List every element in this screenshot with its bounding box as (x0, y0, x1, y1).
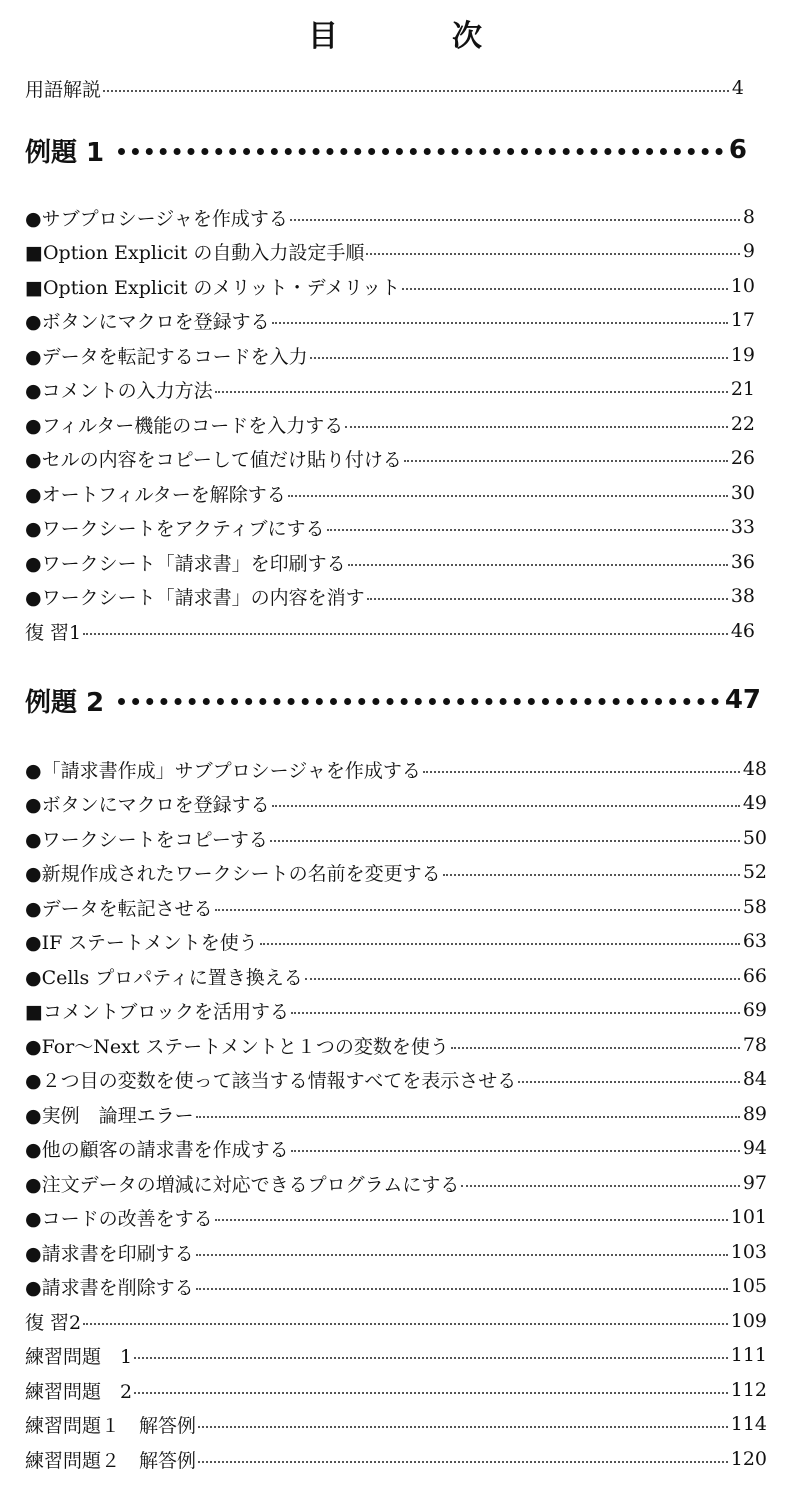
toc-entry[interactable] (25, 823, 767, 853)
toc-entry[interactable] (25, 857, 767, 887)
toc-entry-page: 52 (742, 861, 767, 883)
toc-entry[interactable] (25, 443, 755, 473)
toc-entry[interactable] (25, 478, 755, 508)
dot-leader (272, 805, 740, 807)
toc-entry-page: 49 (742, 792, 767, 814)
dot-leader (215, 391, 728, 393)
dot-leader (366, 253, 739, 255)
toc-entry-label: ●請求書を削除する (25, 1276, 194, 1299)
dot-leader (83, 633, 728, 635)
toc-entry-label: ●注文データの増減に対応できるプログラムにする (25, 1173, 460, 1196)
toc-entry-page: 19 (730, 344, 755, 366)
toc-entry-page: 120 (730, 1448, 767, 1470)
dot-leader (518, 1081, 740, 1083)
dot-leader (461, 1185, 739, 1187)
toc-entry[interactable] (25, 926, 767, 956)
toc-entry[interactable] (25, 581, 755, 611)
toc-entry[interactable] (25, 1271, 767, 1301)
toc-entry-label: ●他の顧客の請求書を作成する (25, 1138, 289, 1161)
toc-entry[interactable] (25, 1306, 767, 1336)
section-heading-1[interactable] (25, 130, 747, 170)
dot-leader (215, 909, 740, 911)
dot-leader (196, 1288, 728, 1290)
toc-entry-label: ●ワークシートをコピーする (25, 828, 268, 851)
toc-entry-label: ●データを転記するコードを入力 (25, 345, 308, 368)
toc-entry[interactable] (25, 1444, 767, 1474)
toc-entry-label: 練習問題２ 解答例 (25, 1449, 197, 1472)
toc-entry-label: ●新規作成されたワークシートの名前を変更する (25, 862, 441, 885)
toc-entry-label: 練習問題 1 (25, 1345, 133, 1368)
toc-entry-page: 36 (730, 551, 755, 573)
toc-entry-label: ●ワークシート「請求書」の内容を消す (25, 586, 365, 609)
toc-entry[interactable] (25, 409, 755, 439)
toc-entry-page: 84 (742, 1068, 767, 1090)
toc-entry[interactable] (25, 788, 767, 818)
dot-leader (134, 1357, 728, 1359)
toc-entry-label: ●ボタンにマクロを登録する (25, 793, 270, 816)
dot-leader (83, 1323, 728, 1325)
toc-entry-label: ●コードの改善をする (25, 1207, 213, 1230)
toc-entry[interactable] (25, 236, 755, 266)
toc-entry[interactable] (25, 1168, 767, 1198)
toc-entry[interactable] (25, 374, 755, 404)
section-heading-page: 6 (728, 135, 747, 165)
section-heading-label: 例題 2 (25, 687, 105, 718)
toc-entry-page: 22 (730, 413, 755, 435)
dot-leader (310, 357, 728, 359)
toc-entry-label: ●サブプロシージャを作成する (25, 207, 288, 230)
toc-entry-label: 練習問題１ 解答例 (25, 1414, 197, 1437)
toc-entry-page: 50 (742, 827, 767, 849)
toc-entry-label: 復 習1 (25, 621, 82, 644)
toc-entry-label: ●ワークシートをアクティブにする (25, 517, 325, 540)
toc-entry-label: ●フィルター機能のコードを入力する (25, 414, 344, 437)
toc-entry-label: ●For～Next ステートメントと１つの変数を使う (25, 1035, 449, 1058)
toc-entry-page: 17 (730, 309, 755, 331)
toc-entry-label: ●請求書を印刷する (25, 1242, 194, 1265)
toc-entry[interactable] (25, 271, 755, 301)
dot-leader (288, 495, 728, 497)
toc-entry-page: 101 (730, 1206, 767, 1228)
toc-entry[interactable] (25, 1202, 767, 1232)
toc-entry-label: ●コメントの入力方法 (25, 379, 213, 402)
toc-entry-label: ●オートフィルターを解除する (25, 483, 286, 506)
dot-leader (443, 874, 740, 876)
toc-entry-page: 69 (742, 999, 767, 1021)
dot-leader (196, 1254, 728, 1256)
toc-entry-label: ●Cells プロパティに置き換える (25, 966, 303, 989)
dot-leader (291, 1012, 740, 1014)
dot-leader (305, 978, 740, 980)
toc-entry[interactable] (25, 995, 767, 1025)
toc-entry-page: 9 (742, 240, 755, 262)
toc-entry-label: ●「請求書作成」サブプロシージャを作成する (25, 759, 421, 782)
toc-entry-page: 21 (730, 378, 755, 400)
toc-entry[interactable] (25, 305, 755, 335)
toc-entry-label: ●実例 論理エラー (25, 1104, 194, 1127)
toc-entry-label: ●IF ステートメントを使う (25, 931, 258, 954)
toc-entry[interactable] (25, 1030, 767, 1060)
toc-entry-page: 58 (742, 896, 767, 918)
dot-leader (198, 1461, 728, 1463)
toc-entry-page: 10 (730, 275, 755, 297)
toc-entry-label: ●ボタンにマクロを登録する (25, 310, 270, 333)
dot-leader (272, 322, 728, 324)
toc-entry-page: 112 (730, 1379, 767, 1401)
section-heading-2[interactable] (25, 680, 761, 720)
toc-entry-page: 111 (730, 1344, 767, 1366)
toc-entry[interactable] (25, 512, 755, 542)
toc-entry-label: ■Option Explicit のメリット・デメリット (25, 276, 401, 299)
toc-entry-label: ●セルの内容をコピーして値だけ貼り付ける (25, 448, 402, 471)
dot-leader (260, 943, 740, 945)
dot-leader (103, 90, 729, 92)
toc-entry-page: 38 (730, 585, 755, 607)
dot-leader (402, 288, 728, 290)
section-heading-label: 例題 1 (25, 137, 105, 168)
toc-entry-page: 63 (742, 930, 767, 952)
heading-dot-leader (118, 698, 719, 705)
toc-entry-glossary[interactable] (25, 73, 744, 103)
toc-entry-page: 97 (742, 1172, 767, 1194)
toc-entry-page: 89 (742, 1103, 767, 1125)
heading-dot-leader (118, 148, 723, 155)
toc-entry[interactable] (25, 892, 767, 922)
dot-leader (348, 564, 728, 566)
toc-entry-page: 66 (742, 965, 767, 987)
toc-entry[interactable] (25, 1375, 767, 1405)
toc-entry[interactable] (25, 547, 755, 577)
toc-entry-page: 114 (730, 1413, 767, 1435)
toc-entry[interactable] (25, 1340, 767, 1370)
dot-leader (196, 1116, 740, 1118)
dot-leader (198, 1426, 728, 1428)
toc-entry-label: ●ワークシート「請求書」を印刷する (25, 552, 346, 575)
toc-entry-page: 4 (731, 77, 744, 99)
toc-entry-label: 復 習2 (25, 1311, 82, 1334)
toc-entry[interactable] (25, 616, 755, 646)
dot-leader (327, 529, 728, 531)
dot-leader (423, 771, 740, 773)
toc-entry-label: ●データを転記させる (25, 897, 213, 920)
toc-entry-label: ■コメントブロックを活用する (25, 1000, 290, 1023)
toc-entry-page: 8 (742, 206, 755, 228)
dot-leader (290, 219, 740, 221)
toc-entry-page: 30 (730, 482, 755, 504)
toc-entry-page: 94 (742, 1137, 767, 1159)
section-heading-page: 47 (724, 685, 761, 715)
dot-leader (404, 460, 728, 462)
toc-entry[interactable] (25, 1409, 767, 1439)
toc-entry-page: 46 (730, 620, 755, 642)
toc-entry-label: ■Option Explicit の自動入力設定手順 (25, 241, 365, 264)
toc-entry-label: ●２つ目の変数を使って該当する情報すべてを表示させる (25, 1069, 517, 1092)
page-title: 目 次 (308, 19, 524, 54)
toc-entry[interactable] (25, 961, 767, 991)
toc-entry[interactable] (25, 1099, 767, 1129)
dot-leader (367, 598, 728, 600)
toc-entry-label: 練習問題 2 (25, 1380, 133, 1403)
toc-entry[interactable] (25, 754, 767, 784)
toc-entry[interactable] (25, 1064, 767, 1094)
toc-entry[interactable] (25, 1237, 767, 1267)
toc-entry-label: 用語解説 (25, 78, 102, 101)
dot-leader (345, 426, 728, 428)
dot-leader (270, 840, 740, 842)
toc-entry-page: 48 (742, 758, 767, 780)
dot-leader (451, 1047, 740, 1049)
toc-entry[interactable] (25, 340, 755, 370)
toc-entry-page: 78 (742, 1034, 767, 1056)
dot-leader (215, 1219, 728, 1221)
toc-entry-page: 109 (730, 1310, 767, 1332)
toc-entry-page: 33 (730, 516, 755, 538)
toc-entry-page: 103 (730, 1241, 767, 1263)
toc-entry-page: 105 (730, 1275, 767, 1297)
toc-entry[interactable] (25, 202, 755, 232)
dot-leader (291, 1150, 740, 1152)
toc-entry-page: 26 (730, 447, 755, 469)
toc-entry[interactable] (25, 1133, 767, 1163)
dot-leader (134, 1392, 728, 1394)
